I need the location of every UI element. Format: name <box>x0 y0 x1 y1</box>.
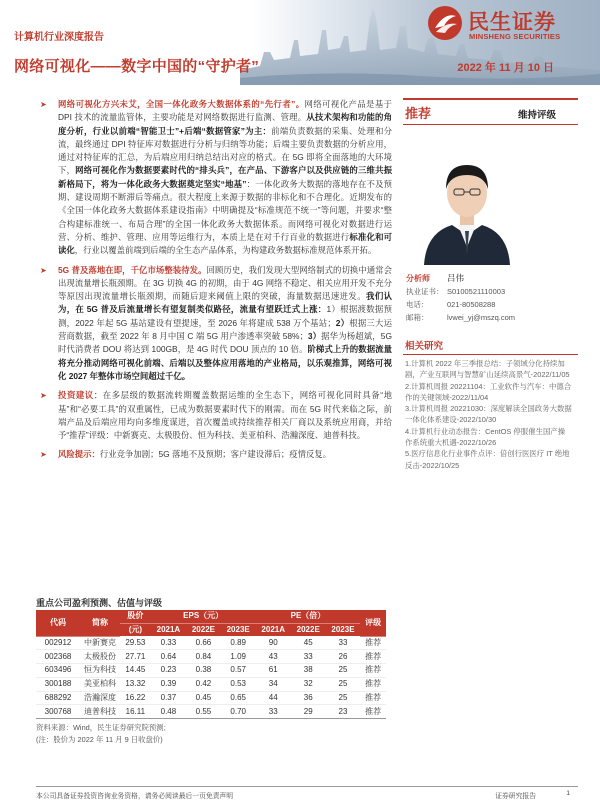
report-type-label: 计算机行业深度报告 <box>14 32 104 43</box>
summary-paragraph-4 <box>36 448 392 461</box>
table-cell: 迪普科技 <box>80 705 120 719</box>
report-header <box>0 0 600 85</box>
table-cell: 300188 <box>36 677 80 691</box>
para2-bold: 2） <box>335 317 350 328</box>
minsheng-logo-icon <box>426 4 464 42</box>
table-cell: 推荐 <box>360 705 386 719</box>
table-cell: 0.65 <box>221 691 256 705</box>
report-title: 网络可视化——数字中国的“守护者” <box>14 58 260 75</box>
table-cell: 0.38 <box>186 664 221 678</box>
para1-heading: 网络可视化方兴未艾，全国一体化政务大数据体系的“先行者”。 <box>58 99 305 109</box>
table-cell: 29.53 <box>120 636 151 650</box>
table-cell: 29 <box>291 705 326 719</box>
table-cell: 0.66 <box>186 636 221 650</box>
table-cell: 23 <box>326 705 361 719</box>
table-cell: 0.37 <box>151 691 186 705</box>
column-header-price: 股价 <box>120 610 151 623</box>
risk-warning-text: 行业竞争加剧；5G 落地不及预期；客户建设滞后；疫情反复。 <box>99 449 332 460</box>
table-notes <box>36 722 166 746</box>
bullet-arrow-icon: ➤ <box>40 265 47 275</box>
table-cell: 300768 <box>36 705 80 719</box>
summary-paragraph-3 <box>36 389 392 442</box>
valuation-table <box>36 610 386 719</box>
disclaimer-text: 本公司具备证券投资咨询业务资格，请务必阅读最后一页免责声明 <box>36 793 234 800</box>
table-cell: 0.45 <box>186 691 221 705</box>
column-header-name: 简称 <box>80 610 120 636</box>
logo-chinese-text: 民生证券 <box>468 11 556 34</box>
table-cell: 0.55 <box>186 705 221 719</box>
table-cell: 0.23 <box>151 664 186 678</box>
table-cell: 推荐 <box>360 636 386 650</box>
table-cell: 27.71 <box>120 650 151 664</box>
column-header-rating: 评级 <box>360 610 386 636</box>
price-note: (注：股价为 2022 年 11 月 9 日收盘价) <box>36 735 163 744</box>
email-label: 邮箱： <box>406 313 429 322</box>
table-cell: 90 <box>256 636 291 650</box>
analyst-role-label: 分析师 <box>406 274 430 283</box>
rating-label: 推荐 <box>405 106 432 121</box>
para1-text: ：一体化政务大数据的落地存在不及预期、建设周期不断滞后等痛点。很大程度上来源于数据的非标化和不合理化。近期发布的《全国一体化政务大数据体系建设指南》中明确提及“标准规范不统一”等问题，并要求“整合构建标准统一、布局合理”的全国一体化政务大数据体系。而网络可视化对数据进行运营、分析、维护、管理、应用等运维行为，本质上是在对千行百业的数据进行 <box>58 178 393 242</box>
table-cell: 0.53 <box>221 677 256 691</box>
rating-bar <box>403 98 578 125</box>
table-cell: 002912 <box>36 636 80 650</box>
document-type: 证券研究报告 <box>495 793 536 800</box>
table-cell: 0.64 <box>151 650 186 664</box>
para2-text: 根据三大运营商数据，截至 2022 年 8 月中国 C 端 5G 用户渗透率突破 58%； <box>58 317 392 342</box>
table-cell: 25 <box>326 677 361 691</box>
certificate-number: S0100521110003 <box>447 287 506 296</box>
table-row <box>36 664 386 678</box>
para2-bold: 3） <box>307 331 322 342</box>
para1-text: ，行业以覆盖前端到后端的全生态产品体系，为构建政务数据标准规范体系开拓。 <box>74 245 377 256</box>
analyst-name: 吕伟 <box>447 273 465 283</box>
table-row <box>36 636 386 650</box>
report-date: 2022 年 11 月 10 日 <box>457 62 554 74</box>
table-cell: 0.39 <box>151 677 186 691</box>
table-cell: 43 <box>256 650 291 664</box>
table-cell: 16.11 <box>120 705 151 719</box>
table-cell: 25 <box>326 691 361 705</box>
para1-text: 前端负责数据的采集、处理和分流，最终通过 DPI 特征库对数据进行分析与归纳等功能；后端主要负责数据的分析应用，通过对特征库的汇总，为后端应用归纳总结出对应的格式。在 5G 即将全面落地的大环境下， <box>58 125 393 176</box>
table-cell: 0.89 <box>221 636 256 650</box>
para2-heading: 5G 普及落地在即，千亿市场整装待发。 <box>58 264 207 275</box>
table-cell: 45 <box>291 636 326 650</box>
column-header-year: 2021A <box>256 623 291 636</box>
rating-status: 维持评级 <box>517 110 556 121</box>
summary-paragraph-2 <box>36 264 392 384</box>
phone-number: 021-80508288 <box>447 300 496 309</box>
para2-bold: 我们认为，在 5G 普及后流量增长有望复制类似路径，流量有望跃迁式上涨： <box>58 291 393 315</box>
table-cell: 推荐 <box>360 677 386 691</box>
page-number: 1 <box>566 790 570 797</box>
table-row <box>36 677 386 691</box>
bullet-arrow-icon: ➤ <box>40 391 47 401</box>
logo-english-text: MINSHENG SECURITIES <box>469 32 561 41</box>
bullet-arrow-icon: ➤ <box>40 100 47 109</box>
table-cell: 25 <box>326 664 361 678</box>
related-research <box>403 338 578 471</box>
table-cell: 推荐 <box>360 650 386 664</box>
analyst-info <box>403 272 578 324</box>
table-cell: 1.09 <box>221 650 256 664</box>
table-cell: 0.57 <box>221 664 256 678</box>
para2-text: 回顾历史，我们发现大型网络制式的切换中通常会出现流量增长瓶颈期。在 3G 切换 4G 的初期，由于 4G 网络不稳定、相关应用开发不充分等原因出现流量增长瓶颈期，而随后迎来阈值上限的突破，海量数据迅速迸发。 <box>58 264 393 302</box>
table-cell: 38 <box>291 664 326 678</box>
para2-text: 1）根据渡数据预测，2022 年起 5G 基站建设有望提速，至 2026 年将建成 538 万个基站； <box>58 304 392 328</box>
table-cell: 13.32 <box>120 677 151 691</box>
table-cell: 16.22 <box>120 691 151 705</box>
analyst-photo <box>412 135 522 265</box>
risk-warning-heading: 风险提示： <box>58 449 100 460</box>
table-cell: 26 <box>326 650 361 664</box>
rating-panel <box>403 98 578 125</box>
column-header-code: 代码 <box>36 610 80 636</box>
table-cell: 33 <box>256 705 291 719</box>
column-header-year: 2022E <box>186 623 221 636</box>
table-cell: 14.45 <box>120 664 151 678</box>
related-research-item[interactable]: 1.计算机 2022 年三季报总结：子领域分化持续加剧，产业互联网与智慧矿山延续高景气-2022/11/05 <box>405 359 570 380</box>
column-header-year: 2021A <box>151 623 186 636</box>
table-cell: 002368 <box>36 650 80 664</box>
table-cell: 33 <box>326 636 361 650</box>
bullet-arrow-icon: ➤ <box>40 450 47 460</box>
page-footer <box>36 786 578 800</box>
table-cell: 推荐 <box>360 691 386 705</box>
table-cell: 33 <box>291 650 326 664</box>
table-cell: 中新赛克 <box>80 636 120 650</box>
phone-label: 电话： <box>406 300 429 309</box>
investment-advice-heading: 投资建议： <box>58 390 103 401</box>
related-research-item[interactable]: 3.计算机周报 20221030：深度解读全国政务大数据一体化体系建设-2022/10/30 <box>405 404 572 425</box>
investment-advice-text: 在多层级的数据流转期覆盖数据运维的全生态下，网络可视化同时具备“地基”和“必要工具”的双重属性，已成为数据要素时代下的刚需。而在 5G 时代来临之际，前端产品及后端应用均向多维度谋进，首次覆盖或持续推荐相关厂商以及系统应用商，并给予“推荐”评级：中新赛克、太极股份、恒为科技、美亚柏科、浩瀚深度、迪普科技。 <box>58 390 392 441</box>
column-header-year: 2023E <box>326 623 361 636</box>
para1-text: 网络可视化产品是基于 DPI 技术的流量监管体，主要功能是对网络数据进行监测、管理。 <box>58 99 393 123</box>
table-cell: 44 <box>256 691 291 705</box>
para1-bold: 从技术架构和功能的角度分析，行业以前端“智能卫士”+后端“数据管家”为主： <box>58 112 392 136</box>
table-cell: 0.84 <box>186 650 221 664</box>
para2-text: 据华为杨超斌，5G 时代消费者 DOU 将达到 100GB，是 4G 时代 DOU 顶点的 10 倍。 <box>58 331 392 355</box>
column-header-eps: EPS（元） <box>151 610 256 623</box>
summary-paragraph-1 <box>36 98 392 258</box>
table-cell: 0.70 <box>221 705 256 719</box>
column-header-pe: PE（倍） <box>256 610 361 623</box>
table-row <box>36 650 386 664</box>
table-cell: 恒为科技 <box>80 664 120 678</box>
table-cell: 浩瀚深度 <box>80 691 120 705</box>
table-cell: 32 <box>291 677 326 691</box>
related-research-title: 相关研究 <box>403 338 578 355</box>
table-cell: 34 <box>256 677 291 691</box>
related-research-item[interactable]: 2.计算机周报 20221104：工业软件与汽车：中德合作的关键领域-2022/11/04 <box>405 381 572 402</box>
related-research-item[interactable]: 4.计算机行业动态报告：CentOS 停服催生国产操作系统重大机遇-2022/10/26 <box>405 426 566 448</box>
email-address[interactable]: lvwei_yj@mszq.com <box>447 313 516 322</box>
column-header-price-unit: (元) <box>120 623 151 636</box>
related-research-item[interactable]: 5.医疗信息化行业事件点评：倍创行医医疗 IT 绝地反击-2022/10/25 <box>405 449 570 470</box>
table-cell: 603496 <box>36 664 80 678</box>
table-cell: 太极股份 <box>80 650 120 664</box>
related-research-list <box>403 355 578 471</box>
table-cell: 61 <box>256 664 291 678</box>
report-summary <box>36 98 392 462</box>
table-row <box>36 691 386 705</box>
table-cell: 688292 <box>36 691 80 705</box>
source-note: 资料来源：Wind，民生证券研究院预测; <box>36 723 166 732</box>
table-cell: 0.42 <box>186 677 221 691</box>
table-cell: 0.48 <box>151 705 186 719</box>
para1-bold: 标准化和可读化 <box>58 231 393 256</box>
para2-bold: 阶梯式上升的数据流量将充分推动网络可视化前端、后端以及整体应用落地的产业格局，以乐观推算，网络可视化 2027 年整体市场空间超过千亿。 <box>58 344 393 381</box>
minsheng-logo <box>426 4 596 46</box>
column-header-year: 2022E <box>291 623 326 636</box>
table-cell: 0.33 <box>151 636 186 650</box>
valuation-table-title: 重点公司盈利预测、估值与评级 <box>36 598 163 608</box>
table-cell: 推荐 <box>360 664 386 678</box>
column-header-year: 2023E <box>221 623 256 636</box>
table-cell: 36 <box>291 691 326 705</box>
certificate-label: 执业证书： <box>406 287 444 296</box>
table-row <box>36 705 386 719</box>
para1-bold: 网络可视化作为数据要素时代的“排头兵”，在产品、下游客户以及供应链的三维共振新格局下，将为一体化政务大数据奠定坚实“地基” <box>58 165 393 189</box>
table-cell: 美亚柏科 <box>80 677 120 691</box>
